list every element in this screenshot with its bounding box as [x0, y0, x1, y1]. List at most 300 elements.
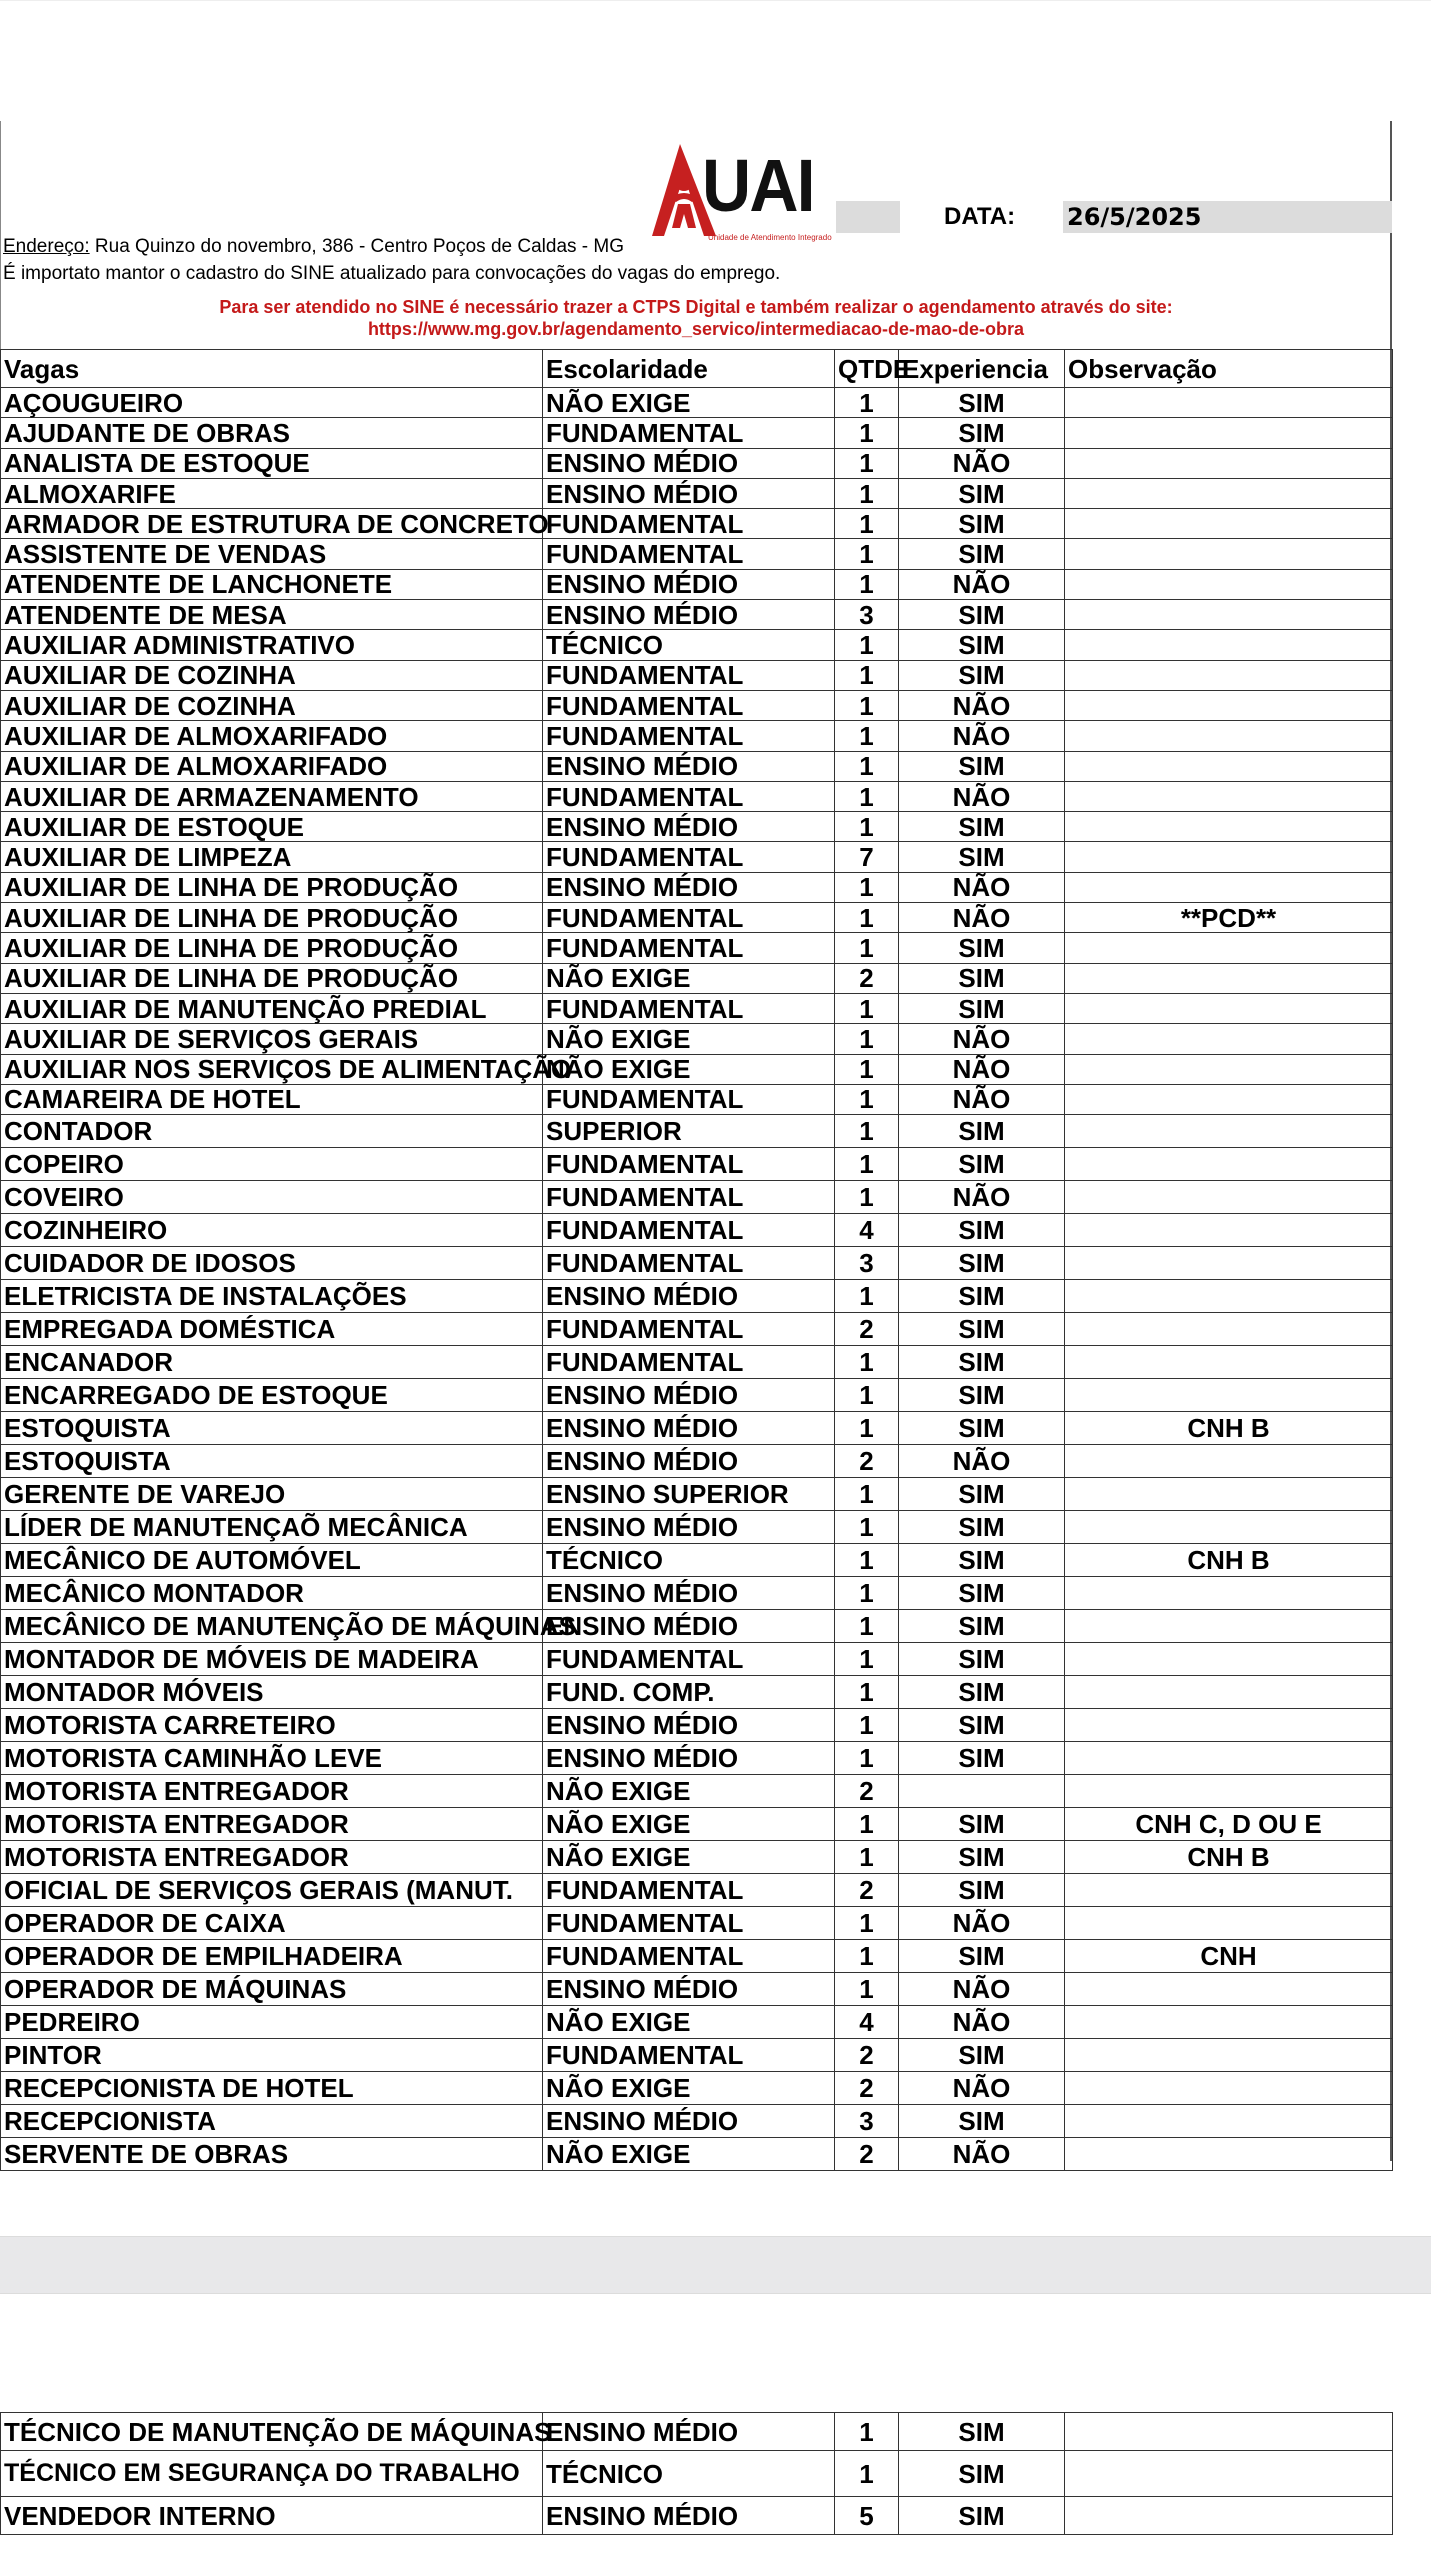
cell-qtde: 3: [835, 1247, 899, 1280]
cell-escolaridade: ENSINO MÉDIO: [543, 2105, 835, 2138]
table-row: [1, 418, 1393, 448]
cell-qtde: 1: [835, 903, 899, 933]
cell-escolaridade: NÃO EXIGE: [543, 2072, 835, 2105]
cell-qtde: 1: [835, 872, 899, 902]
cell-vaga: MOTORISTA ENTREGADOR: [1, 1775, 543, 1808]
cell-observacao: CNH B: [1065, 1841, 1393, 1874]
cell-escolaridade: NÃO EXIGE: [543, 963, 835, 993]
cell-qtde: 2: [835, 2072, 899, 2105]
cell-experiencia: SIM: [899, 933, 1065, 963]
table-row: [1, 993, 1393, 1023]
cell-experiencia: SIM: [899, 1148, 1065, 1181]
cell-observacao: [1065, 1280, 1393, 1313]
cell-observacao: [1065, 1742, 1393, 1775]
cell-qtde: 1: [835, 1544, 899, 1577]
address-label: Endereço:: [3, 236, 90, 257]
ctps-requirement-notice: Para ser atendido no SINE é necessário trazer a CTPS Digital e também realizar o agendamento através do site:: [219, 297, 1173, 317]
cell-experiencia: SIM: [899, 2039, 1065, 2072]
cell-qtde: 1: [835, 448, 899, 478]
cell-experiencia: SIM: [899, 2413, 1065, 2451]
cell-qtde: 1: [835, 2451, 899, 2497]
cell-observacao: [1065, 1115, 1393, 1148]
cell-vaga: COPEIRO: [1, 1148, 543, 1181]
cell-experiencia: SIM: [899, 1643, 1065, 1676]
cell-qtde: 1: [835, 660, 899, 690]
table-row: [1, 812, 1393, 842]
cell-experiencia: SIM: [899, 993, 1065, 1023]
cell-escolaridade: NÃO EXIGE: [543, 1054, 835, 1084]
cell-observacao: [1065, 933, 1393, 963]
cell-vaga: MOTORISTA ENTREGADOR: [1, 1808, 543, 1841]
cell-qtde: 1: [835, 1346, 899, 1379]
cell-vaga: RECEPCIONISTA: [1, 2105, 543, 2138]
cell-escolaridade: ENSINO MÉDIO: [543, 1379, 835, 1412]
cell-escolaridade: FUNDAMENTAL: [543, 781, 835, 811]
cell-qtde: 3: [835, 600, 899, 630]
cell-qtde: 1: [835, 478, 899, 508]
cell-escolaridade: NÃO EXIGE: [543, 1841, 835, 1874]
cell-observacao: [1065, 1874, 1393, 1907]
cell-experiencia: SIM: [899, 1610, 1065, 1643]
cell-vaga: MOTORISTA CAMINHÃO LEVE: [1, 1742, 543, 1775]
cell-escolaridade: NÃO EXIGE: [543, 1808, 835, 1841]
cell-observacao: [1065, 2413, 1393, 2451]
table-row: [1, 448, 1393, 478]
cell-experiencia: SIM: [899, 1742, 1065, 1775]
cell-qtde: 1: [835, 1577, 899, 1610]
table-row: [1, 1181, 1393, 1214]
cell-vaga: MOTORISTA CARRETEIRO: [1, 1709, 543, 1742]
cell-experiencia: SIM: [899, 1808, 1065, 1841]
table-header-row: [1, 350, 1393, 388]
address-value: Rua Quinzo do novembro, 386 - Centro Poços de Caldas - MG: [89, 236, 624, 257]
cell-escolaridade: FUNDAMENTAL: [543, 1907, 835, 1940]
table-row: [1, 1709, 1393, 1742]
cell-escolaridade: FUNDAMENTAL: [543, 1313, 835, 1346]
cell-vaga: PEDREIRO: [1, 2006, 543, 2039]
cell-experiencia: SIM: [899, 842, 1065, 872]
cell-experiencia: NÃO: [899, 2072, 1065, 2105]
table-row: [1, 933, 1393, 963]
cell-observacao: [1065, 388, 1393, 418]
cell-escolaridade: ENSINO MÉDIO: [543, 1412, 835, 1445]
table-row: [1, 1742, 1393, 1775]
cell-qtde: 1: [835, 1054, 899, 1084]
cell-escolaridade: FUNDAMENTAL: [543, 933, 835, 963]
cell-qtde: 2: [835, 1445, 899, 1478]
cell-vaga: COVEIRO: [1, 1181, 543, 1214]
cell-qtde: 2: [835, 1775, 899, 1808]
cell-qtde: 1: [835, 1115, 899, 1148]
cell-observacao: [1065, 1907, 1393, 1940]
cell-qtde: 2: [835, 2138, 899, 2171]
cell-qtde: 1: [835, 993, 899, 1023]
cell-experiencia: NÃO: [899, 721, 1065, 751]
cell-vaga: ATENDENTE DE LANCHONETE: [1, 569, 543, 599]
cell-escolaridade: TÉCNICO: [543, 630, 835, 660]
cell-escolaridade: ENSINO MÉDIO: [543, 600, 835, 630]
cell-escolaridade: FUNDAMENTAL: [543, 1214, 835, 1247]
table-row: [1, 1379, 1393, 1412]
cell-observacao: [1065, 2072, 1393, 2105]
cell-vaga: AJUDANTE DE OBRAS: [1, 418, 543, 448]
cell-vaga: MONTADOR DE MÓVEIS DE MADEIRA: [1, 1643, 543, 1676]
cell-escolaridade: FUNDAMENTAL: [543, 1940, 835, 1973]
cell-experiencia: SIM: [899, 478, 1065, 508]
cell-qtde: 1: [835, 1084, 899, 1114]
cell-vaga: AUXILIAR DE LINHA DE PRODUÇÃO: [1, 903, 543, 933]
cell-experiencia: SIM: [899, 1511, 1065, 1544]
cell-qtde: 1: [835, 569, 899, 599]
cell-escolaridade: FUNDAMENTAL: [543, 660, 835, 690]
cell-vaga: AUXILIAR DE LINHA DE PRODUÇÃO: [1, 933, 543, 963]
cell-escolaridade: FUNDAMENTAL: [543, 903, 835, 933]
table-row: [1, 569, 1393, 599]
cell-observacao: [1065, 2105, 1393, 2138]
cell-qtde: 1: [835, 2413, 899, 2451]
cell-observacao: [1065, 1676, 1393, 1709]
cell-experiencia: SIM: [899, 2451, 1065, 2497]
cell-vaga: AÇOUGUEIRO: [1, 388, 543, 418]
cell-experiencia: NÃO: [899, 1973, 1065, 2006]
cell-experiencia: NÃO: [899, 1054, 1065, 1084]
cell-observacao: [1065, 721, 1393, 751]
cell-escolaridade: ENSINO MÉDIO: [543, 1610, 835, 1643]
cell-escolaridade: ENSINO MÉDIO: [543, 569, 835, 599]
cell-vaga: LÍDER DE MANUTENÇAÕ MECÂNICA: [1, 1511, 543, 1544]
job-vacancies-table-continued: [0, 2412, 1393, 2535]
table-row: [1, 872, 1393, 902]
table-row: [1, 1115, 1393, 1148]
cell-experiencia: NÃO: [899, 569, 1065, 599]
cell-vaga: EMPREGADA DOMÉSTICA: [1, 1313, 543, 1346]
cell-vaga: AUXILIAR DE SERVIÇOS GERAIS: [1, 1024, 543, 1054]
scheduling-url: https://www.mg.gov.br/agendamento_servico/intermediacao-de-mao-de-obra: [367, 319, 1025, 339]
cell-escolaridade: ENSINO MÉDIO: [543, 1577, 835, 1610]
table-row: [1, 2105, 1393, 2138]
cell-observacao: [1065, 842, 1393, 872]
cell-escolaridade: FUND. COMP.: [543, 1676, 835, 1709]
cell-escolaridade: ENSINO MÉDIO: [543, 2413, 835, 2451]
table-row: [1, 1775, 1393, 1808]
table-row: [1, 2451, 1393, 2497]
cell-qtde: 1: [835, 690, 899, 720]
table-row: [1, 630, 1393, 660]
table-row: [1, 842, 1393, 872]
table-row: [1, 2413, 1393, 2451]
cell-vaga: TÉCNICO EM SEGURANÇA DO TRABALHO: [1, 2451, 543, 2497]
cell-experiencia: SIM: [899, 388, 1065, 418]
cell-qtde: 1: [835, 1148, 899, 1181]
cell-vaga: PINTOR: [1, 2039, 543, 2072]
column-header-experiencia: Experiencia: [899, 350, 1065, 388]
cell-observacao: [1065, 2497, 1393, 2535]
cell-qtde: 1: [835, 781, 899, 811]
table-row: [1, 1577, 1393, 1610]
cell-escolaridade: FUNDAMENTAL: [543, 690, 835, 720]
cell-escolaridade: ENSINO MÉDIO: [543, 751, 835, 781]
table-row: [1, 1024, 1393, 1054]
cell-experiencia: SIM: [899, 1115, 1065, 1148]
cell-experiencia: SIM: [899, 2105, 1065, 2138]
cell-vaga: OPERADOR DE MÁQUINAS: [1, 1973, 543, 2006]
table-row: [1, 1280, 1393, 1313]
cell-escolaridade: FUNDAMENTAL: [543, 1084, 835, 1114]
cell-vaga: ARMADOR DE ESTRUTURA DE CONCRETO: [1, 509, 543, 539]
cell-experiencia: SIM: [899, 1214, 1065, 1247]
cell-escolaridade: FUNDAMENTAL: [543, 1181, 835, 1214]
cell-experiencia: NÃO: [899, 781, 1065, 811]
cell-observacao: [1065, 1181, 1393, 1214]
table-row: [1, 1808, 1393, 1841]
cell-qtde: 7: [835, 842, 899, 872]
cell-escolaridade: FUNDAMENTAL: [543, 1643, 835, 1676]
table-row: [1, 539, 1393, 569]
cell-experiencia: NÃO: [899, 903, 1065, 933]
cell-vaga: ENCARREGADO DE ESTOQUE: [1, 1379, 543, 1412]
cell-observacao: [1065, 448, 1393, 478]
cell-observacao: CNH C, D OU E: [1065, 1808, 1393, 1841]
table-row: [1, 1346, 1393, 1379]
cell-experiencia: NÃO: [899, 872, 1065, 902]
cell-observacao: [1065, 1511, 1393, 1544]
table-row: [1, 1247, 1393, 1280]
cell-vaga: AUXILIAR DE ALMOXARIFADO: [1, 751, 543, 781]
cell-qtde: 1: [835, 1478, 899, 1511]
cell-escolaridade: ENSINO MÉDIO: [543, 1973, 835, 2006]
address-line: [3, 236, 624, 258]
cell-qtde: 3: [835, 2105, 899, 2138]
cell-vaga: ASSISTENTE DE VENDAS: [1, 539, 543, 569]
cell-observacao: [1065, 2006, 1393, 2039]
cell-escolaridade: NÃO EXIGE: [543, 388, 835, 418]
cell-vaga: MECÂNICO DE AUTOMÓVEL: [1, 1544, 543, 1577]
column-header-escolaridade: Escolaridade: [543, 350, 835, 388]
cell-experiencia: NÃO: [899, 2006, 1065, 2039]
cell-observacao: [1065, 418, 1393, 448]
table-row: [1, 1676, 1393, 1709]
logo-wordmark: UAI: [702, 144, 814, 227]
table-row: [1, 660, 1393, 690]
cell-qtde: 1: [835, 751, 899, 781]
cell-vaga: AUXILIAR ADMINISTRATIVO: [1, 630, 543, 660]
cell-escolaridade: FUNDAMENTAL: [543, 1874, 835, 1907]
cell-vaga: OFICIAL DE SERVIÇOS GERAIS (MANUT.: [1, 1874, 543, 1907]
cell-vaga: CAMAREIRA DE HOTEL: [1, 1084, 543, 1114]
cell-vaga: RECEPCIONISTA DE HOTEL: [1, 2072, 543, 2105]
column-header-observacao: Observação: [1065, 350, 1393, 388]
cell-observacao: [1065, 1214, 1393, 1247]
cell-qtde: 1: [835, 388, 899, 418]
cell-escolaridade: FUNDAMENTAL: [543, 1148, 835, 1181]
cell-observacao: CNH: [1065, 1940, 1393, 1973]
cell-observacao: [1065, 509, 1393, 539]
logo-subtitle: Unidade de Atendimento Integrado: [708, 233, 832, 242]
cell-vaga: AUXILIAR DE ARMAZENAMENTO: [1, 781, 543, 811]
cell-observacao: [1065, 2138, 1393, 2171]
date-value: 26/5/2025: [1063, 201, 1392, 233]
cell-observacao: **PCD**: [1065, 903, 1393, 933]
cell-observacao: [1065, 1247, 1393, 1280]
cell-observacao: [1065, 660, 1393, 690]
table-row: [1, 1148, 1393, 1181]
cell-experiencia: NÃO: [899, 1907, 1065, 1940]
cell-observacao: [1065, 1577, 1393, 1610]
table-row: [1, 963, 1393, 993]
cell-observacao: [1065, 1313, 1393, 1346]
cell-experiencia: SIM: [899, 1478, 1065, 1511]
cell-experiencia: SIM: [899, 418, 1065, 448]
table-row: [1, 1841, 1393, 1874]
cell-escolaridade: ENSINO MÉDIO: [543, 1709, 835, 1742]
cell-escolaridade: FUNDAMENTAL: [543, 418, 835, 448]
cell-escolaridade: FUNDAMENTAL: [543, 539, 835, 569]
cell-qtde: 1: [835, 1973, 899, 2006]
cell-qtde: 1: [835, 1742, 899, 1775]
cell-qtde: 1: [835, 509, 899, 539]
table-row: [1, 903, 1393, 933]
table-row: [1, 1478, 1393, 1511]
cell-vaga: OPERADOR DE EMPILHADEIRA: [1, 1940, 543, 1973]
cell-escolaridade: FUNDAMENTAL: [543, 1346, 835, 1379]
table-row: [1, 1084, 1393, 1114]
cell-vaga: MECÂNICO MONTADOR: [1, 1577, 543, 1610]
cell-escolaridade: ENSINO MÉDIO: [543, 1280, 835, 1313]
cell-experiencia: SIM: [899, 1709, 1065, 1742]
table-row: [1, 1907, 1393, 1940]
cell-vaga: ATENDENTE DE MESA: [1, 600, 543, 630]
cell-experiencia: SIM: [899, 1280, 1065, 1313]
cell-escolaridade: NÃO EXIGE: [543, 1024, 835, 1054]
cell-escolaridade: FUNDAMENTAL: [543, 509, 835, 539]
table-row: [1, 721, 1393, 751]
cell-vaga: AUXILIAR DE ALMOXARIFADO: [1, 721, 543, 751]
cell-qtde: 1: [835, 1907, 899, 1940]
cell-qtde: 1: [835, 1940, 899, 1973]
cell-experiencia: SIM: [899, 1874, 1065, 1907]
cell-observacao: [1065, 630, 1393, 660]
cell-vaga: AUXILIAR DE LINHA DE PRODUÇÃO: [1, 963, 543, 993]
cell-vaga: AUXILIAR DE ESTOQUE: [1, 812, 543, 842]
cell-escolaridade: ENSINO MÉDIO: [543, 812, 835, 842]
cell-experiencia: NÃO: [899, 1445, 1065, 1478]
cell-escolaridade: FUNDAMENTAL: [543, 2039, 835, 2072]
cell-observacao: [1065, 1775, 1393, 1808]
cell-qtde: 1: [835, 1511, 899, 1544]
cell-observacao: [1065, 600, 1393, 630]
cell-escolaridade: ENSINO MÉDIO: [543, 1742, 835, 1775]
cell-vaga: ENCANADOR: [1, 1346, 543, 1379]
table-row: [1, 509, 1393, 539]
table-row: [1, 2497, 1393, 2535]
table-row: [1, 600, 1393, 630]
cell-escolaridade: SUPERIOR: [543, 1115, 835, 1148]
table-row: [1, 1412, 1393, 1445]
cell-observacao: [1065, 812, 1393, 842]
cell-observacao: [1065, 1084, 1393, 1114]
cell-observacao: CNH B: [1065, 1544, 1393, 1577]
page-separator: [0, 2236, 1431, 2294]
cell-vaga: AUXILIAR DE COZINHA: [1, 690, 543, 720]
cell-qtde: 1: [835, 1808, 899, 1841]
cell-vaga: CUIDADOR DE IDOSOS: [1, 1247, 543, 1280]
cell-qtde: 1: [835, 1412, 899, 1445]
cell-vaga: ANALISTA DE ESTOQUE: [1, 448, 543, 478]
table-row: [1, 1544, 1393, 1577]
table-row: [1, 478, 1393, 508]
registration-notice: É importato mantor o cadastro do SINE atualizado para convocações do vagas do emprego.: [3, 263, 781, 284]
table-row: [1, 1445, 1393, 1478]
table-row: [1, 1643, 1393, 1676]
cell-experiencia: SIM: [899, 1577, 1065, 1610]
cell-vaga: GERENTE DE VAREJO: [1, 1478, 543, 1511]
cell-observacao: [1065, 1610, 1393, 1643]
table-row: [1, 2138, 1393, 2171]
cell-experiencia: SIM: [899, 509, 1065, 539]
cell-observacao: [1065, 1478, 1393, 1511]
cell-escolaridade: FUNDAMENTAL: [543, 842, 835, 872]
cell-vaga: ESTOQUISTA: [1, 1412, 543, 1445]
table-row: [1, 2039, 1393, 2072]
cell-escolaridade: ENSINO MÉDIO: [543, 872, 835, 902]
cell-qtde: 1: [835, 1181, 899, 1214]
cell-vaga: AUXILIAR DE LIMPEZA: [1, 842, 543, 872]
cell-escolaridade: ENSINO MÉDIO: [543, 2497, 835, 2535]
cell-qtde: 2: [835, 1874, 899, 1907]
cell-observacao: [1065, 690, 1393, 720]
column-header-vagas: Vagas: [1, 350, 543, 388]
cell-experiencia: SIM: [899, 812, 1065, 842]
cell-experiencia: [899, 1775, 1065, 1808]
cell-qtde: 1: [835, 1610, 899, 1643]
cell-observacao: [1065, 1709, 1393, 1742]
table-row: [1, 1511, 1393, 1544]
cell-experiencia: SIM: [899, 600, 1065, 630]
table-row: [1, 1940, 1393, 1973]
cell-experiencia: NÃO: [899, 448, 1065, 478]
cell-qtde: 1: [835, 812, 899, 842]
date-label: DATA:: [944, 203, 1016, 230]
cell-escolaridade: FUNDAMENTAL: [543, 993, 835, 1023]
cell-experiencia: NÃO: [899, 1024, 1065, 1054]
cell-vaga: AUXILIAR DE COZINHA: [1, 660, 543, 690]
cell-qtde: 1: [835, 1841, 899, 1874]
cell-escolaridade: FUNDAMENTAL: [543, 721, 835, 751]
cell-experiencia: SIM: [899, 1379, 1065, 1412]
cell-qtde: 4: [835, 1214, 899, 1247]
cell-qtde: 1: [835, 1709, 899, 1742]
cell-vaga: COZINHEIRO: [1, 1214, 543, 1247]
cell-qtde: 1: [835, 1643, 899, 1676]
table-row: [1, 1214, 1393, 1247]
cell-qtde: 1: [835, 1379, 899, 1412]
cell-vaga: ALMOXARIFE: [1, 478, 543, 508]
cell-qtde: 2: [835, 963, 899, 993]
cell-experiencia: SIM: [899, 1313, 1065, 1346]
job-vacancies-table: [0, 349, 1393, 2171]
cell-qtde: 1: [835, 1024, 899, 1054]
cell-observacao: [1065, 1379, 1393, 1412]
cell-experiencia: NÃO: [899, 690, 1065, 720]
cell-experiencia: SIM: [899, 751, 1065, 781]
cell-escolaridade: ENSINO MÉDIO: [543, 1511, 835, 1544]
cell-observacao: [1065, 1445, 1393, 1478]
cell-vaga: MOTORISTA ENTREGADOR: [1, 1841, 543, 1874]
cell-escolaridade: FUNDAMENTAL: [543, 1247, 835, 1280]
cell-experiencia: NÃO: [899, 1181, 1065, 1214]
cell-experiencia: SIM: [899, 1247, 1065, 1280]
table-row: [1, 2006, 1393, 2039]
